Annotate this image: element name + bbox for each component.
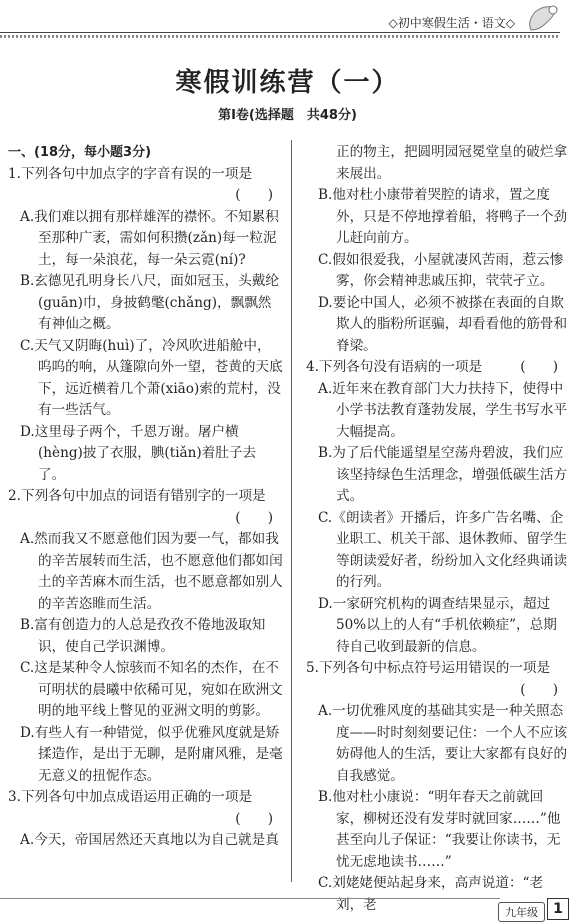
answer-blank: ( ) xyxy=(520,681,558,698)
header-dotted-bar xyxy=(0,35,560,38)
page-footer xyxy=(0,890,575,922)
grade-label: 九年级 xyxy=(498,902,545,922)
answer-option: A.然而我又不愿意他们因为要一气，都如我的辛苦展转而生活，也不愿意他们都如闰土的辛苦麻木而生活，也不愿意都如别人的辛苦恣睢而生活。 xyxy=(20,531,283,612)
answer-option: D.有些人有一种错觉，似乎优雅风度就是矫揉造作，是出于无聊，是附庸风雅，是毫无意义的扭怩作态。 xyxy=(20,724,283,784)
question-row xyxy=(306,357,568,379)
header-rule xyxy=(0,32,560,33)
answer-blank: ( ) xyxy=(520,359,558,375)
answer-option: C.《朗读者》开播后，许多广告名嘴、企业职工、机关干部、退休教师、留学生等朗读爱好者，纷纷加入文化经典诵读的行列。 xyxy=(318,509,568,590)
series-title: ◇初中寒假生活・语文◇ xyxy=(388,16,515,30)
scroll-decoration-icon xyxy=(523,2,563,36)
question-stem: 4.下列各句没有语病的一项是 xyxy=(306,359,483,375)
answer-option: C.假如很爱我，小屋就凄风苦雨，惹云惨雾，你会精神悲戚压抑，茕茕孑立。 xyxy=(318,251,564,289)
answer-blank: ( ) xyxy=(235,187,273,203)
left-column xyxy=(8,142,283,852)
page-title: 寒假训练营（一） xyxy=(175,68,400,98)
answer-option: B.富有创造力的人总是孜孜不倦地汲取知识，使自己学识渊博。 xyxy=(20,617,266,655)
answer-option: D.要论中国人，必须不被搽在表面的自欺欺人的脂粉所诓骗，却看看他的筋骨和脊梁。 xyxy=(318,294,568,354)
answer-option: D.这里母子两个，千恩万谢。屠户横(hèng)披了衣服，腆(tiǎn)着肚子去了。 xyxy=(20,423,257,483)
answer-option: B.玄德见孔明身长八尺，面如冠玉，头戴纶(guān)巾，身披鹤氅(chǎng)，飘飘然有神仙之概。 xyxy=(20,273,279,332)
question-stem: 3.下列各句中加点成语运用正确的一项是 xyxy=(8,789,253,805)
page-header xyxy=(0,0,575,40)
column-divider xyxy=(291,140,292,882)
right-column xyxy=(306,142,568,916)
option-continuation: 正的物主，把圆明园冠冕堂皇的破烂拿来展出。 xyxy=(336,144,568,182)
answer-option: B.为了后代能遥望星空荡舟碧波，我们应该坚持绿色生活理念，增强低碳生活方式。 xyxy=(318,445,568,504)
answer-option: A.近年来在教育部门大力扶持下，使得中小学书法教育蓬勃发展，学生书写水平大幅提高。 xyxy=(318,380,568,440)
question-stem: 2.下列各句中加点的词语有错别字的一项是 xyxy=(8,488,266,504)
answer-option: C.这是某种令人惊骇而不知名的杰作，在不可明状的晨曦中依稀可见，宛如在欧洲文明的地平线上瞥见的亚洲文明的剪影。 xyxy=(20,660,283,719)
page-number: 1 xyxy=(547,898,569,920)
answer-option: C.刘姥姥便站起身来，高声说道：“老刘，老 xyxy=(318,875,544,913)
question-stem: 1.下列各句中加点字的字音有误的一项是 xyxy=(8,165,253,182)
answer-option: A.一切优雅风度的基础其实是一种关照态度——时时刻刻要记住：一个人不应该妨碍他人的生活，要让大家都有良好的自我感觉。 xyxy=(318,703,568,784)
answer-blank: ( ) xyxy=(235,509,273,526)
footer-rule xyxy=(0,898,500,899)
answer-option: D.一家研究机构的调查结果显示，超过50%以上的人有“手机依赖症”，总期待自己收到最新的信息。 xyxy=(318,595,557,655)
answer-option: B.他对杜小康说：“明年春天之前就回家，柳树还没有发芽时就回家……”他甚至向儿子保证：“我要让你读书，无忧无虑地读书……” xyxy=(318,789,561,870)
section-subtitle: 第Ⅰ卷(选择题 共48分) xyxy=(218,108,357,123)
right-question-list xyxy=(306,142,568,916)
left-question-list xyxy=(8,164,283,852)
answer-option: C.天气又阴晦(huì)了，冷风吹进船舱中，呜呜的响，从篷隙向外一望，苍黄的天底下，远近横着几个萧(xiāo)索的荒村，没有一些活气。 xyxy=(20,337,283,418)
answer-option: A.今天，帝国居然还天真地以为自己就是真 xyxy=(20,832,279,848)
answer-option: B.他对杜小康带着哭腔的请求，置之度外，只是不停地撑着船，将鸭子一个劲儿赶向前方。 xyxy=(318,187,568,246)
answer-blank: ( ) xyxy=(235,810,273,827)
question-stem: 5.下列各句中标点符号运用错误的一项是 xyxy=(306,660,551,676)
section-heading: 一、(18分，每小题3分) xyxy=(8,145,152,160)
answer-option: A.我们难以拥有那样雄浑的襟怀。不知累积至那种广袤，需如何积攒(zǎn)每一粒泥土，每一朵浪花，每一朵云霓(ní)? xyxy=(20,208,279,268)
